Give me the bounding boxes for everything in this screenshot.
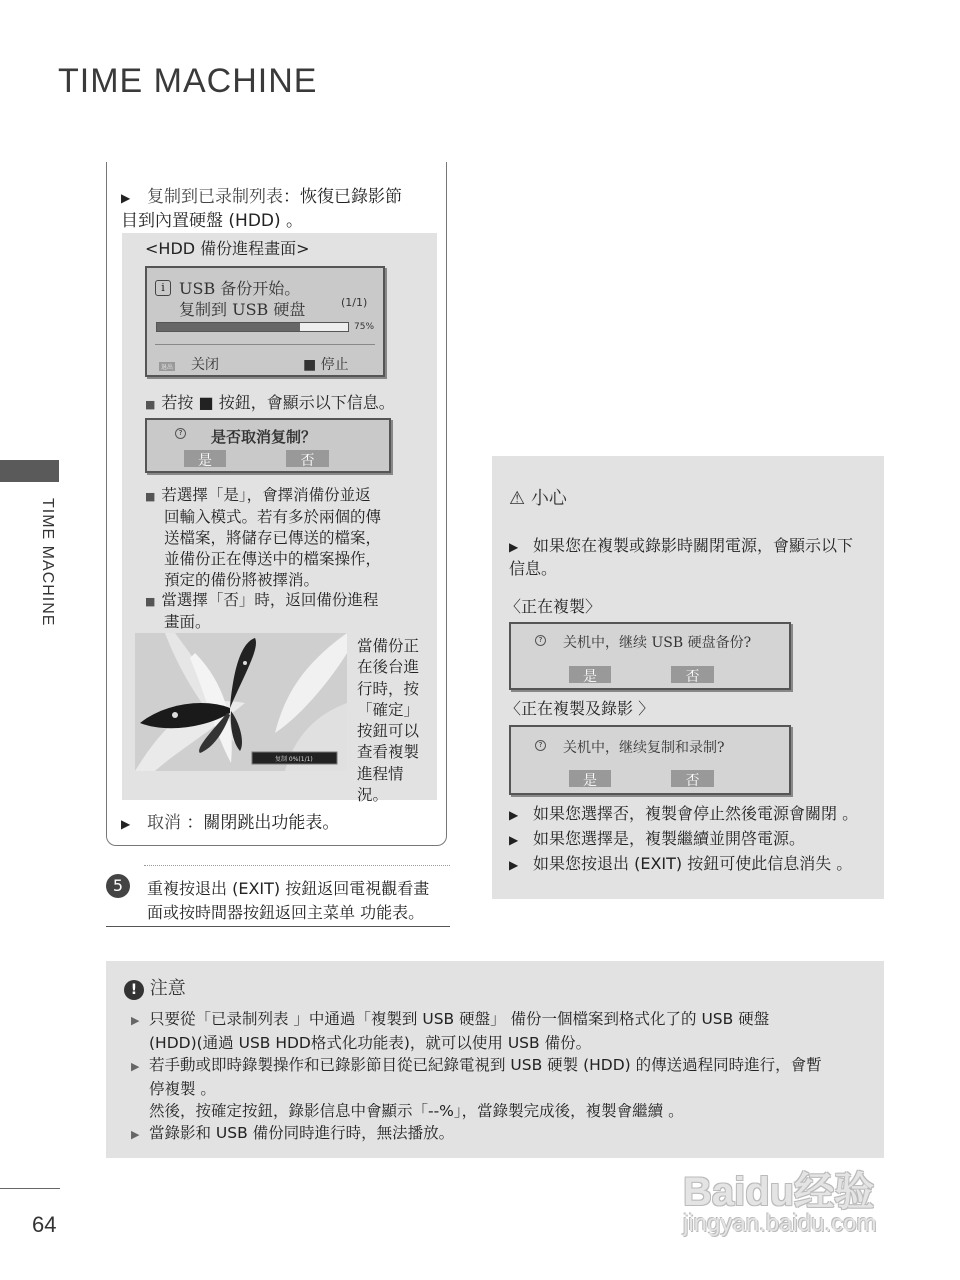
caution-item: 如果您選擇是，複製繼續並開啓電源。 <box>533 829 806 848</box>
progress-line-2: 复制到 USB 硬盘 <box>179 300 306 319</box>
triangle-bullet-icon: ▶ <box>131 1128 140 1141</box>
watermark-url: jingyan.baidu.com <box>683 1210 877 1237</box>
no-note-line: 畫面。 <box>164 613 211 631</box>
triangle-bullet-icon: ▶ <box>509 858 519 872</box>
note-line: 停複製 。 <box>149 1080 216 1098</box>
triangle-bullet-icon: ▶ <box>509 833 519 847</box>
no-note-line: 當選擇「否」時，返回備份進程 <box>161 591 379 609</box>
close-button[interactable]: 关闭 <box>191 357 219 373</box>
cancel-yes-button[interactable]: 是 <box>184 450 226 467</box>
dialog2-no-button[interactable]: 否 <box>671 770 714 787</box>
side-tab-marker <box>0 460 59 482</box>
side-note-line: 查看複製 <box>357 743 420 762</box>
side-note-line: 按鈕可以 <box>357 722 420 741</box>
caution-title <box>509 484 567 510</box>
square-bullet-icon: ■ <box>145 398 156 411</box>
cancel-item-desc: ：關閉跳出功能表。 <box>186 813 340 833</box>
side-note-line: 況。 <box>357 786 389 805</box>
progress-line-1: USB 备份开始。 <box>179 279 301 298</box>
side-note-line: 「確定」 <box>357 700 420 719</box>
side-note-line: 在後台進 <box>357 658 420 677</box>
caution-intro-line: 信息。 <box>509 559 558 578</box>
copy-item-desc-2: 目到內置硬盤 (HDD) 。 <box>121 211 304 231</box>
yes-note <box>145 485 381 591</box>
dialog1-no-button[interactable]: 否 <box>671 666 714 683</box>
progress-bar-fill <box>157 323 300 331</box>
cancel-item-label: 取消 <box>147 813 181 833</box>
caution-title-text: 小心 <box>530 488 567 509</box>
triangle-bullet-icon: ▶ <box>131 1060 140 1073</box>
step5-text <box>147 877 429 925</box>
exclamation-icon: ! <box>124 980 144 1000</box>
background-progress-note <box>357 636 419 806</box>
progress-bar <box>156 322 349 332</box>
copying-caption: 〈正在複製〉 <box>505 597 602 616</box>
copy-item <box>121 186 441 233</box>
note-line: 只要從「已录制列表 」中通過「複製到 USB 硬盤」 備份一個檔案到格式化了的 USB 硬盤 <box>149 1010 770 1028</box>
step-number-badge: 5 <box>106 874 130 898</box>
step-underline <box>106 926 450 927</box>
dialog-divider <box>155 344 375 345</box>
side-note-line: 進程情 <box>357 764 404 783</box>
stop-note <box>145 392 395 416</box>
caution-items <box>509 802 858 877</box>
copy-record-caption: 〈正在複製及錄影 〉 <box>505 699 655 718</box>
page-title: TIME MACHINE <box>58 62 318 100</box>
caution-item: 如果您按退出 (EXIT) 按鈕可使此信息消失 。 <box>533 854 853 873</box>
note-line: (HDD)(通過 USB HDD格式化功能表)，就可以使用 USB 備份。 <box>149 1034 592 1052</box>
note-title-text: 注意 <box>149 978 186 999</box>
stop-button[interactable]: ■ 停止 <box>303 357 349 373</box>
note-line: 然後，按確定按鈕，錄影信息中會顯示「--%」，當錄製完成後，複製會繼續 。 <box>149 1102 684 1120</box>
caution-item: 如果您選擇否，複製會停止然後電源會關閉 。 <box>533 804 859 823</box>
page-number: 64 <box>32 1212 57 1237</box>
caution-intro-line: 如果您在複製或錄影時關閉電源，會顯示以下 <box>533 536 854 555</box>
dialog2-yes-button[interactable]: 是 <box>569 770 611 787</box>
copy-item-label: 复制到已录制列表 <box>147 187 283 207</box>
cancel-no-button[interactable]: 否 <box>286 450 329 467</box>
caution-intro <box>509 535 853 580</box>
dialog1-yes-button[interactable]: 是 <box>569 666 611 683</box>
cancel-item <box>121 812 339 836</box>
triangle-bullet-icon: ▶ <box>509 808 519 822</box>
square-bullet-icon: ■ <box>145 595 156 608</box>
yes-note-line: 預定的備份將被擇消。 <box>164 571 320 589</box>
square-bullet-icon: ■ <box>145 490 156 503</box>
copy-item-desc: ：恢復已錄影節 <box>283 187 402 207</box>
dialog1-text: 关机中，继续 USB 硬盘备份? <box>563 635 752 651</box>
cancel-question: 是否取消复制？ <box>211 428 317 446</box>
progress-count: (1/1) <box>341 296 368 309</box>
side-note-line: 當備份正 <box>357 637 420 655</box>
progress-percent: 75% <box>354 322 375 332</box>
footer-rule <box>0 1188 60 1189</box>
yes-note-line: 回輸入模式。若有多於兩個的傳 <box>164 508 382 526</box>
butterfly-screen-image <box>135 633 347 771</box>
note-title <box>124 974 186 1000</box>
image-overlay-text: 复制 0%(1/1) <box>275 756 313 763</box>
info-icon: i <box>155 280 171 296</box>
exit-key-tag: 退出 <box>161 364 174 371</box>
yes-note-line: 送檔案，將儲存已傳送的檔案， <box>164 529 382 547</box>
triangle-bullet-icon: ▶ <box>131 1014 140 1027</box>
triangle-bullet-icon: ▶ <box>121 191 131 205</box>
side-note-line: 行時，按 <box>357 679 420 698</box>
dialog2-text: 关机中，继续复制和录制? <box>563 740 725 756</box>
cancel-copy-dialog <box>145 418 391 473</box>
side-section-label: TIME MACHINE <box>39 498 56 627</box>
yes-note-line: 並備份正在傳送中的檔案操作， <box>164 550 382 568</box>
power-off-record-dialog <box>509 725 791 795</box>
warning-icon: ⚠ <box>509 488 526 509</box>
note-items <box>131 1008 876 1146</box>
step-divider <box>144 865 450 866</box>
question-icon: ? <box>175 428 186 439</box>
progress-screen-caption: <HDD 備份進程畫面> <box>145 239 310 258</box>
power-off-copy-dialog <box>509 622 791 690</box>
watermark-brand: Baidu经验 <box>683 1170 875 1214</box>
triangle-bullet-icon: ▶ <box>509 540 519 554</box>
yes-note-line: 若選擇「是」，會擇消備份並返 <box>161 486 371 504</box>
question-icon: ? <box>535 740 546 751</box>
note-line: 當錄影和 USB 備份同時進行時，無法播放。 <box>149 1124 455 1142</box>
question-icon: ? <box>535 635 546 646</box>
step5-line: 面或按時間器按鈕返回主菜单 功能表。 <box>147 903 425 922</box>
no-note <box>145 590 378 633</box>
triangle-bullet-icon: ▶ <box>121 817 131 831</box>
stop-note-text: 若按 ■ 按鈕，會顯示以下信息。 <box>161 393 395 412</box>
note-line: 若手動或即時錄製操作和已錄影節目從已紀錄電視到 USB 硬製 (HDD) 的傳送過程同時進行，會暫 <box>149 1056 822 1074</box>
step5-line: 重複按退出 (EXIT) 按鈕返回電視觀看畫 <box>147 879 430 898</box>
backup-progress-dialog <box>145 266 385 377</box>
butterfly-picture <box>135 633 347 771</box>
